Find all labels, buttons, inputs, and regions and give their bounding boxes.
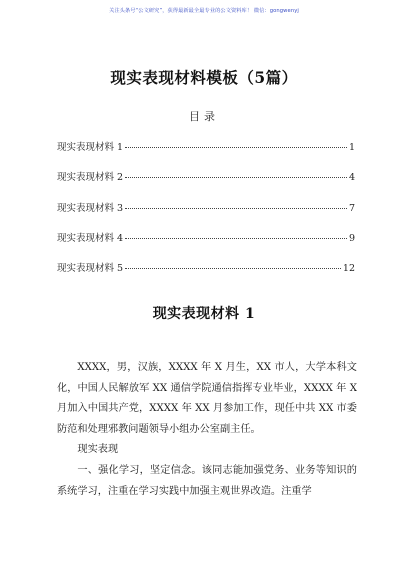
body-paragraph: XXXX，男，汉族，XXXX 年 X 月生，XX 市人，大学本科文化，中国人民解放军 XX 通信学院通信指挥专业毕业，XXXX 年 X 月加入中国共产党，XXXX 年 XX 月参加工作，现任中共 XX 市委防范和处理邪教问题领导小组办公室副主任。 xyxy=(57,362,357,435)
toc-entry-label: 现实表现材料 3 xyxy=(57,202,124,214)
toc-entry-label: 现实表现材料 1 xyxy=(57,142,124,153)
toc-leader-dots xyxy=(125,268,341,269)
toc-entry[interactable] xyxy=(57,230,355,260)
toc-entry-label: 现实表现材料 5 xyxy=(57,263,124,275)
toc-entry-label: 现实表现材料 4 xyxy=(57,232,124,244)
toc-entry-page: 1 xyxy=(348,142,355,153)
toc-entry-page: 4 xyxy=(348,172,355,184)
toc-heading: 目录 xyxy=(189,110,219,123)
toc-entry[interactable] xyxy=(57,260,355,290)
toc-entry[interactable] xyxy=(57,169,355,199)
toc-entry[interactable] xyxy=(57,200,355,230)
header-note: 关注头条号“公文研究”，获得最新最全最专业的公文资料库！ 微信：gongwenyj xyxy=(109,8,299,14)
toc-leader-dots xyxy=(125,147,347,148)
table-of-contents xyxy=(57,139,355,290)
section-title: 现实表现材料 1 xyxy=(152,306,256,322)
toc-leader-dots xyxy=(125,208,347,209)
toc-leader-dots xyxy=(125,177,347,178)
toc-leader-dots xyxy=(125,238,347,239)
toc-entry[interactable] xyxy=(57,139,355,169)
toc-entry-page: 12 xyxy=(342,263,355,275)
subheading: 现实表现 xyxy=(77,444,119,456)
toc-entry-label: 现实表现材料 2 xyxy=(57,172,124,184)
document-title: 现实表现材料模板（5篇） xyxy=(110,68,298,87)
toc-entry-page: 7 xyxy=(348,202,355,214)
section-body xyxy=(57,358,357,502)
body-paragraph: 一、强化学习，坚定信念。该同志能加强党务、业务等知识的系统学习，注重在学习实践中加强主观世界改造。注重学 xyxy=(57,464,357,497)
toc-entry-page: 9 xyxy=(348,232,355,244)
